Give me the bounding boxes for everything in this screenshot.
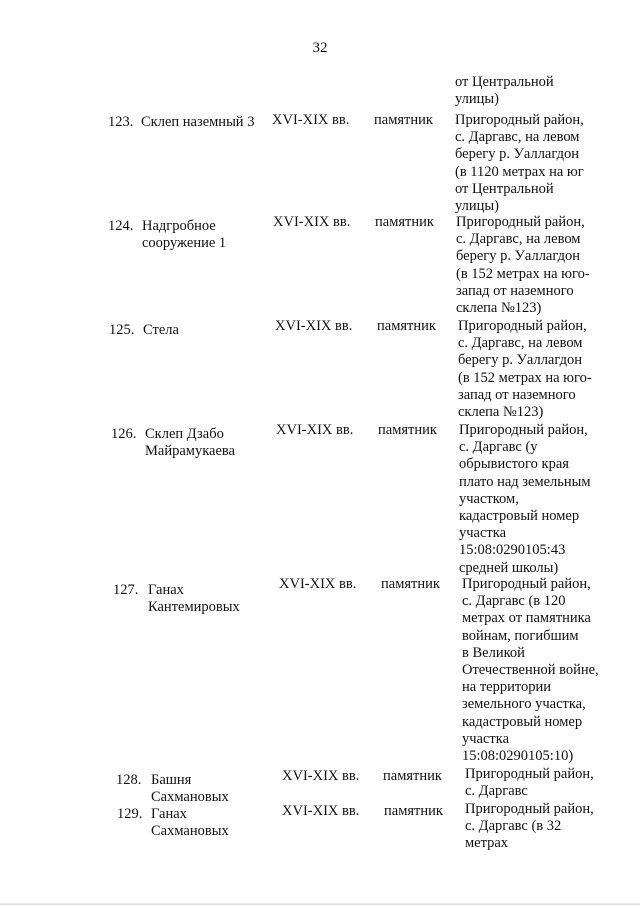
location-line: улицы) <box>455 198 499 215</box>
location-line: Пригородный район, <box>459 422 588 438</box>
row-number: 128. <box>116 772 142 788</box>
category: памятник <box>374 112 433 128</box>
location-line: склепа №123) <box>458 404 544 421</box>
location-line: обрывистого края <box>459 456 569 473</box>
period: XVI-XIX вв. <box>279 576 357 592</box>
location-line: Пригородный район, <box>458 318 587 334</box>
object-name <box>142 218 226 252</box>
location-line: кадастровый номер <box>459 508 580 525</box>
object-name <box>141 114 254 131</box>
location-line: войнам, погибшим <box>462 627 579 644</box>
category: памятник <box>378 422 437 438</box>
row-number: 126. <box>111 426 137 442</box>
location <box>465 801 594 853</box>
object-name-line: Кантемировых <box>148 599 240 616</box>
location-line: (в 1120 метрах на юг <box>455 163 584 180</box>
row-number: 129. <box>117 806 143 822</box>
location-line: Пригородный район, <box>455 112 584 128</box>
location-line: Отечественной войне, <box>462 662 599 679</box>
continuation-text <box>455 74 554 108</box>
row-number: 124. <box>108 218 134 234</box>
continuation-line: от Центральной <box>455 74 554 90</box>
location-line: плато над земельным <box>459 473 591 490</box>
location-line: земельного участка, <box>462 696 586 713</box>
location-line: склепа №123) <box>456 300 542 317</box>
location <box>456 214 590 317</box>
period: XVI-XIX вв. <box>276 422 354 438</box>
location-line: на территории <box>462 679 552 696</box>
location-line: с. Даргавс, на левом <box>456 231 581 248</box>
period: XVI-XIX вв. <box>272 112 350 128</box>
location-line: Пригородный район, <box>456 214 585 230</box>
location-line: 15:08:0290105:10) <box>462 748 574 765</box>
location-line: (в 152 метрах на юго- <box>458 369 592 386</box>
period: XVI-XIX вв. <box>273 214 351 230</box>
object-name-line: Башня <box>151 772 192 788</box>
location-line: берегу р. Уаллагдон <box>458 352 582 369</box>
period: XVI-XIX вв. <box>282 803 360 819</box>
object-name <box>151 806 229 840</box>
location <box>459 422 591 577</box>
row-number: 123. <box>108 114 134 130</box>
row-number: 127. <box>113 582 139 598</box>
object-name-line: Сахмановых <box>151 789 229 806</box>
object-name-line: Стела <box>143 322 179 338</box>
location <box>458 318 592 421</box>
location-line: Пригородный район, <box>462 576 591 592</box>
object-name-line: сооружение 1 <box>142 235 227 252</box>
location-line: участком, <box>459 490 519 507</box>
location-line: с. Даргавс (в 120 <box>462 593 566 610</box>
location <box>462 576 599 765</box>
category: памятник <box>377 318 436 334</box>
location-line: запад от наземного <box>456 282 574 299</box>
location-line: метрах от памятника <box>462 610 591 627</box>
object-name <box>143 322 179 339</box>
location-line: берегу р. Уаллагдон <box>455 146 579 163</box>
category: памятник <box>384 803 443 819</box>
object-name-line: Майрамукаева <box>145 443 235 460</box>
period: XVI-XIX вв. <box>275 318 353 334</box>
location-line: участка <box>462 730 510 747</box>
category: памятник <box>375 214 434 230</box>
location-line: с. Даргавс, на левом <box>455 129 580 146</box>
location-line: с. Даргавс <box>465 783 528 800</box>
category: памятник <box>383 768 442 784</box>
category: памятник <box>381 576 440 592</box>
object-name <box>151 772 229 806</box>
object-name-line: Склеп Дзабо <box>145 426 224 442</box>
object-name-line: Склеп наземный 3 <box>141 114 255 130</box>
location-line: с. Даргавс (у <box>459 439 538 456</box>
object-name-line: Сахмановых <box>151 823 229 840</box>
location-line: метрах <box>465 835 509 852</box>
location-line: (в 152 метрах на юго- <box>456 265 590 282</box>
location-line: в Великой <box>462 644 525 661</box>
row-number: 125. <box>109 322 135 338</box>
location-line: берегу р. Уаллагдон <box>456 248 580 265</box>
continuation-line: улицы) <box>455 91 499 108</box>
object-name-line: Ганах <box>148 582 184 598</box>
location-line: запад от наземного <box>458 386 576 403</box>
location <box>465 766 594 800</box>
page-number: 32 <box>312 40 328 56</box>
location-line: средней школы) <box>459 559 559 576</box>
location-line: от Центральной <box>455 180 554 197</box>
location-line: Пригородный район, <box>465 766 594 782</box>
period: XVI-XIX вв. <box>282 768 360 784</box>
location-line: участка <box>459 525 507 542</box>
object-name <box>148 582 240 616</box>
location-line: кадастровый номер <box>462 713 583 730</box>
location <box>455 112 584 215</box>
location-line: с. Даргавс, на левом <box>458 335 583 352</box>
location-line: 15:08:0290105:43 <box>459 542 566 559</box>
location-line: Пригородный район, <box>465 801 594 817</box>
location-line: с. Даргавс (в 32 <box>465 818 562 835</box>
object-name-line: Надгробное <box>142 218 216 234</box>
object-name <box>145 426 235 460</box>
object-name-line: Ганах <box>151 806 187 822</box>
